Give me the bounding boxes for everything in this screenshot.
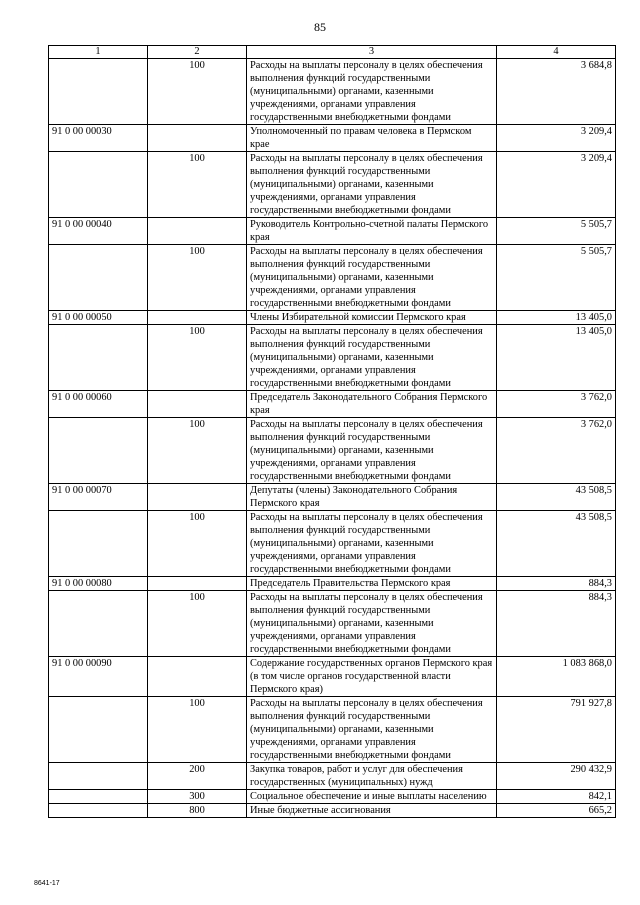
description-cell: Расходы на выплаты персоналу в целях обеспечения выполнения функций государственными (муниципальными) органами, казенными учреждениями, органами управления государственными внебюджетными фондами bbox=[247, 152, 497, 218]
budget-table-body bbox=[49, 46, 616, 818]
table-row bbox=[49, 484, 616, 511]
table-row bbox=[49, 218, 616, 245]
expense-code-cell bbox=[49, 591, 148, 657]
document-footer-code: 8641-17 bbox=[34, 880, 60, 887]
expense-code-cell bbox=[49, 245, 148, 311]
table-row bbox=[49, 125, 616, 152]
expense-code-cell: 91 0 00 00080 bbox=[49, 577, 148, 591]
expense-type-cell bbox=[148, 657, 247, 697]
amount-cell: 791 927,8 bbox=[497, 697, 616, 763]
description-cell: Расходы на выплаты персоналу в целях обеспечения выполнения функций государственными (муниципальными) органами, казенными учреждениями, органами управления государственными внебюджетными фондами bbox=[247, 59, 497, 125]
header-col-4: 4 bbox=[497, 46, 616, 59]
expense-code-cell: 91 0 00 00090 bbox=[49, 657, 148, 697]
description-cell: Депутаты (члены) Законодательного Собрания Пермского края bbox=[247, 484, 497, 511]
table-row bbox=[49, 311, 616, 325]
amount-cell: 290 432,9 bbox=[497, 763, 616, 790]
description-cell: Расходы на выплаты персоналу в целях обеспечения выполнения функций государственными (муниципальными) органами, казенными учреждениями, органами управления государственными внебюджетными фондами bbox=[247, 325, 497, 391]
description-cell: Расходы на выплаты персоналу в целях обеспечения выполнения функций государственными (муниципальными) органами, казенными учреждениями, органами управления государственными внебюджетными фондами bbox=[247, 697, 497, 763]
header-col-1: 1 bbox=[49, 46, 148, 59]
description-cell: Расходы на выплаты персоналу в целях обеспечения выполнения функций государственными (муниципальными) органами, казенными учреждениями, органами управления государственными внебюджетными фондами bbox=[247, 511, 497, 577]
amount-cell: 13 405,0 bbox=[497, 325, 616, 391]
table-row bbox=[49, 245, 616, 311]
amount-cell: 884,3 bbox=[497, 591, 616, 657]
expense-code-cell: 91 0 00 00040 bbox=[49, 218, 148, 245]
budget-table bbox=[48, 45, 616, 818]
amount-cell: 842,1 bbox=[497, 790, 616, 804]
table-row bbox=[49, 59, 616, 125]
expense-code-cell bbox=[49, 511, 148, 577]
amount-cell: 13 405,0 bbox=[497, 311, 616, 325]
table-row bbox=[49, 591, 616, 657]
expense-type-cell: 800 bbox=[148, 804, 247, 818]
expense-type-cell bbox=[148, 577, 247, 591]
table-row bbox=[49, 790, 616, 804]
expense-type-cell: 100 bbox=[148, 418, 247, 484]
amount-cell: 665,2 bbox=[497, 804, 616, 818]
description-cell: Члены Избирательной комиссии Пермского края bbox=[247, 311, 497, 325]
expense-type-cell: 100 bbox=[148, 325, 247, 391]
expense-code-cell: 91 0 00 00030 bbox=[49, 125, 148, 152]
description-cell: Председатель Законодательного Собрания Пермского края bbox=[247, 391, 497, 418]
amount-cell: 3 762,0 bbox=[497, 418, 616, 484]
table-row bbox=[49, 657, 616, 697]
description-cell: Расходы на выплаты персоналу в целях обеспечения выполнения функций государственными (муниципальными) органами, казенными учреждениями, органами управления государственными внебюджетными фондами bbox=[247, 591, 497, 657]
expense-type-cell bbox=[148, 391, 247, 418]
expense-code-cell bbox=[49, 790, 148, 804]
expense-type-cell bbox=[148, 125, 247, 152]
expense-code-cell: 91 0 00 00060 bbox=[49, 391, 148, 418]
expense-type-cell: 100 bbox=[148, 511, 247, 577]
amount-cell: 1 083 868,0 bbox=[497, 657, 616, 697]
description-cell: Иные бюджетные ассигнования bbox=[247, 804, 497, 818]
expense-code-cell: 91 0 00 00070 bbox=[49, 484, 148, 511]
description-cell: Уполномоченный по правам человека в Пермском крае bbox=[247, 125, 497, 152]
table-row bbox=[49, 577, 616, 591]
amount-cell: 5 505,7 bbox=[497, 218, 616, 245]
expense-code-cell: 91 0 00 00050 bbox=[49, 311, 148, 325]
table-row bbox=[49, 391, 616, 418]
expense-type-cell: 300 bbox=[148, 790, 247, 804]
expense-code-cell bbox=[49, 697, 148, 763]
table-row bbox=[49, 418, 616, 484]
expense-type-cell: 100 bbox=[148, 59, 247, 125]
expense-type-cell: 200 bbox=[148, 763, 247, 790]
table-row bbox=[49, 804, 616, 818]
expense-code-cell bbox=[49, 152, 148, 218]
header-col-2: 2 bbox=[148, 46, 247, 59]
header-col-3: 3 bbox=[247, 46, 497, 59]
expense-type-cell bbox=[148, 218, 247, 245]
expense-code-cell bbox=[49, 418, 148, 484]
amount-cell: 3 684,8 bbox=[497, 59, 616, 125]
expense-type-cell: 100 bbox=[148, 152, 247, 218]
description-cell: Закупка товаров, работ и услуг для обеспечения государственных (муниципальных) нужд bbox=[247, 763, 497, 790]
description-cell: Расходы на выплаты персоналу в целях обеспечения выполнения функций государственными (муниципальными) органами, казенными учреждениями, органами управления государственными внебюджетными фондами bbox=[247, 418, 497, 484]
amount-cell: 3 209,4 bbox=[497, 152, 616, 218]
expense-code-cell bbox=[49, 804, 148, 818]
expense-type-cell: 100 bbox=[148, 591, 247, 657]
table-row bbox=[49, 763, 616, 790]
description-cell: Руководитель Контрольно-счетной палаты Пермского края bbox=[247, 218, 497, 245]
amount-cell: 884,3 bbox=[497, 577, 616, 591]
amount-cell: 3 209,4 bbox=[497, 125, 616, 152]
amount-cell: 43 508,5 bbox=[497, 484, 616, 511]
description-cell: Председатель Правительства Пермского края bbox=[247, 577, 497, 591]
expense-code-cell bbox=[49, 59, 148, 125]
expense-code-cell bbox=[49, 763, 148, 790]
expense-type-cell bbox=[148, 484, 247, 511]
amount-cell: 3 762,0 bbox=[497, 391, 616, 418]
expense-type-cell bbox=[148, 311, 247, 325]
amount-cell: 5 505,7 bbox=[497, 245, 616, 311]
table-row bbox=[49, 152, 616, 218]
expense-code-cell bbox=[49, 325, 148, 391]
page-number: 85 bbox=[314, 20, 326, 34]
table-header-row bbox=[49, 46, 616, 59]
table-row bbox=[49, 511, 616, 577]
description-cell: Социальное обеспечение и иные выплаты населению bbox=[247, 790, 497, 804]
amount-cell: 43 508,5 bbox=[497, 511, 616, 577]
table-row bbox=[49, 697, 616, 763]
description-cell: Расходы на выплаты персоналу в целях обеспечения выполнения функций государственными (муниципальными) органами, казенными учреждениями, органами управления государственными внебюджетными фондами bbox=[247, 245, 497, 311]
expense-type-cell: 100 bbox=[148, 697, 247, 763]
expense-type-cell: 100 bbox=[148, 245, 247, 311]
description-cell: Содержание государственных органов Пермского края (в том числе органов государственной власти Пермского края) bbox=[247, 657, 497, 697]
table-row bbox=[49, 325, 616, 391]
